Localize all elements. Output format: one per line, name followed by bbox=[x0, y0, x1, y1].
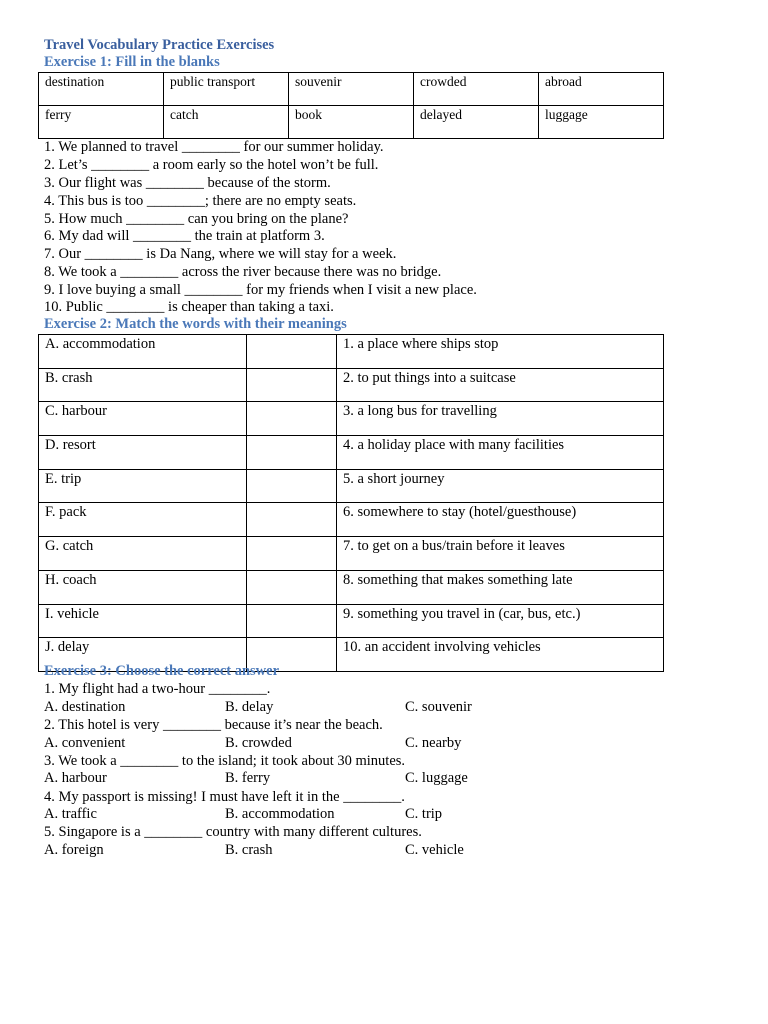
meaning-cell: 9. something you travel in (car, bus, etc.) bbox=[337, 604, 664, 638]
table-row bbox=[39, 469, 664, 503]
table-row bbox=[39, 368, 664, 402]
ex1-sentence: 4. This bus is too ________; there are no empty seats. bbox=[44, 193, 357, 209]
ex3-option-c: C. nearby bbox=[405, 735, 462, 751]
ex3-question: 3. We took a ________ to the island; it took about 30 minutes. bbox=[44, 753, 406, 769]
word-bank-cell: crowded bbox=[414, 73, 539, 106]
word-cell: B. crash bbox=[39, 368, 247, 402]
ex3-question: 4. My passport is missing! I must have left it in the ________. bbox=[44, 789, 405, 805]
ex3-option-a: A. harbour bbox=[44, 770, 107, 786]
word-bank-cell: abroad bbox=[539, 73, 664, 106]
table-row bbox=[39, 106, 664, 139]
exercise2-heading: Exercise 2: Match the words with their meanings bbox=[44, 316, 347, 332]
word-bank-cell: book bbox=[289, 106, 414, 139]
ex1-sentence: 5. How much ________ can you bring on the plane? bbox=[44, 211, 349, 227]
ex3-option-b: B. crowded bbox=[225, 735, 292, 751]
ex3-question: 2. This hotel is very ________ because it’s near the beach. bbox=[44, 717, 383, 733]
word-bank-cell: ferry bbox=[39, 106, 164, 139]
answer-cell[interactable] bbox=[247, 537, 337, 571]
ex3-option-b: B. delay bbox=[225, 699, 274, 715]
ex3-option-a: A. traffic bbox=[44, 806, 97, 822]
word-cell: J. delay bbox=[39, 638, 247, 672]
meaning-cell: 4. a holiday place with many facilities bbox=[337, 436, 664, 470]
ex3-question: 5. Singapore is a ________ country with many different cultures. bbox=[44, 824, 422, 840]
ex3-option-c: C. trip bbox=[405, 806, 443, 822]
meaning-cell: 7. to get on a bus/train before it leaves bbox=[337, 537, 664, 571]
answer-cell[interactable] bbox=[247, 469, 337, 503]
word-cell: H. coach bbox=[39, 570, 247, 604]
word-bank-cell: luggage bbox=[539, 106, 664, 139]
ex1-sentence: 2. Let’s ________ a room early so the hotel won’t be full. bbox=[44, 157, 379, 173]
answer-cell[interactable] bbox=[247, 570, 337, 604]
table-row bbox=[39, 537, 664, 571]
word-bank-cell: public transport bbox=[164, 73, 289, 106]
exercise3-heading: Exercise 3: Choose the correct answer bbox=[44, 663, 280, 679]
meaning-cell: 10. an accident involving vehicles bbox=[337, 638, 664, 672]
answer-cell[interactable] bbox=[247, 335, 337, 369]
word-bank-cell: delayed bbox=[414, 106, 539, 139]
matching-table bbox=[38, 334, 664, 672]
ex1-sentence: 1. We planned to travel ________ for our summer holiday. bbox=[44, 139, 384, 155]
ex1-sentence: 10. Public ________ is cheaper than taking a taxi. bbox=[44, 299, 334, 315]
ex3-option-a: A. convenient bbox=[44, 735, 126, 751]
word-bank-cell: souvenir bbox=[289, 73, 414, 106]
ex3-option-b: B. accommodation bbox=[225, 806, 335, 822]
meaning-cell: 5. a short journey bbox=[337, 469, 664, 503]
ex1-sentence: 3. Our flight was ________ because of the storm. bbox=[44, 175, 331, 191]
ex3-option-c: C. souvenir bbox=[405, 699, 472, 715]
ex3-question: 1. My flight had a two-hour ________. bbox=[44, 681, 271, 697]
table-row bbox=[39, 335, 664, 369]
exercise1-heading: Exercise 1: Fill in the blanks bbox=[44, 54, 220, 70]
ex3-option-c: C. luggage bbox=[405, 770, 468, 786]
meaning-cell: 8. something that makes something late bbox=[337, 570, 664, 604]
answer-cell[interactable] bbox=[247, 436, 337, 470]
word-bank-table bbox=[38, 72, 664, 139]
word-bank-cell: destination bbox=[39, 73, 164, 106]
word-cell: G. catch bbox=[39, 537, 247, 571]
meaning-cell: 2. to put things into a suitcase bbox=[337, 368, 664, 402]
ex1-sentence: 7. Our ________ is Da Nang, where we will stay for a week. bbox=[44, 246, 397, 262]
table-row bbox=[39, 503, 664, 537]
table-row bbox=[39, 436, 664, 470]
answer-cell[interactable] bbox=[247, 503, 337, 537]
table-row bbox=[39, 402, 664, 436]
page-title: Travel Vocabulary Practice Exercises bbox=[44, 37, 275, 53]
ex3-option-c: C. vehicle bbox=[405, 842, 464, 858]
answer-cell[interactable] bbox=[247, 604, 337, 638]
word-cell: A. accommodation bbox=[39, 335, 247, 369]
word-cell: I. vehicle bbox=[39, 604, 247, 638]
table-row bbox=[39, 73, 664, 106]
word-cell: E. trip bbox=[39, 469, 247, 503]
ex1-sentence: 9. I love buying a small ________ for my friends when I visit a new place. bbox=[44, 282, 477, 298]
answer-cell[interactable] bbox=[247, 368, 337, 402]
ex1-sentence: 8. We took a ________ across the river because there was no bridge. bbox=[44, 264, 442, 280]
answer-cell[interactable] bbox=[247, 402, 337, 436]
ex3-option-b: B. crash bbox=[225, 842, 273, 858]
ex3-option-a: A. destination bbox=[44, 699, 126, 715]
ex3-option-a: A. foreign bbox=[44, 842, 104, 858]
table-row bbox=[39, 570, 664, 604]
word-cell: C. harbour bbox=[39, 402, 247, 436]
table-row bbox=[39, 604, 664, 638]
word-cell: D. resort bbox=[39, 436, 247, 470]
ex3-option-b: B. ferry bbox=[225, 770, 271, 786]
meaning-cell: 3. a long bus for travelling bbox=[337, 402, 664, 436]
word-cell: F. pack bbox=[39, 503, 247, 537]
meaning-cell: 1. a place where ships stop bbox=[337, 335, 664, 369]
meaning-cell: 6. somewhere to stay (hotel/guesthouse) bbox=[337, 503, 664, 537]
word-bank-cell: catch bbox=[164, 106, 289, 139]
ex1-sentence: 6. My dad will ________ the train at platform 3. bbox=[44, 228, 325, 244]
